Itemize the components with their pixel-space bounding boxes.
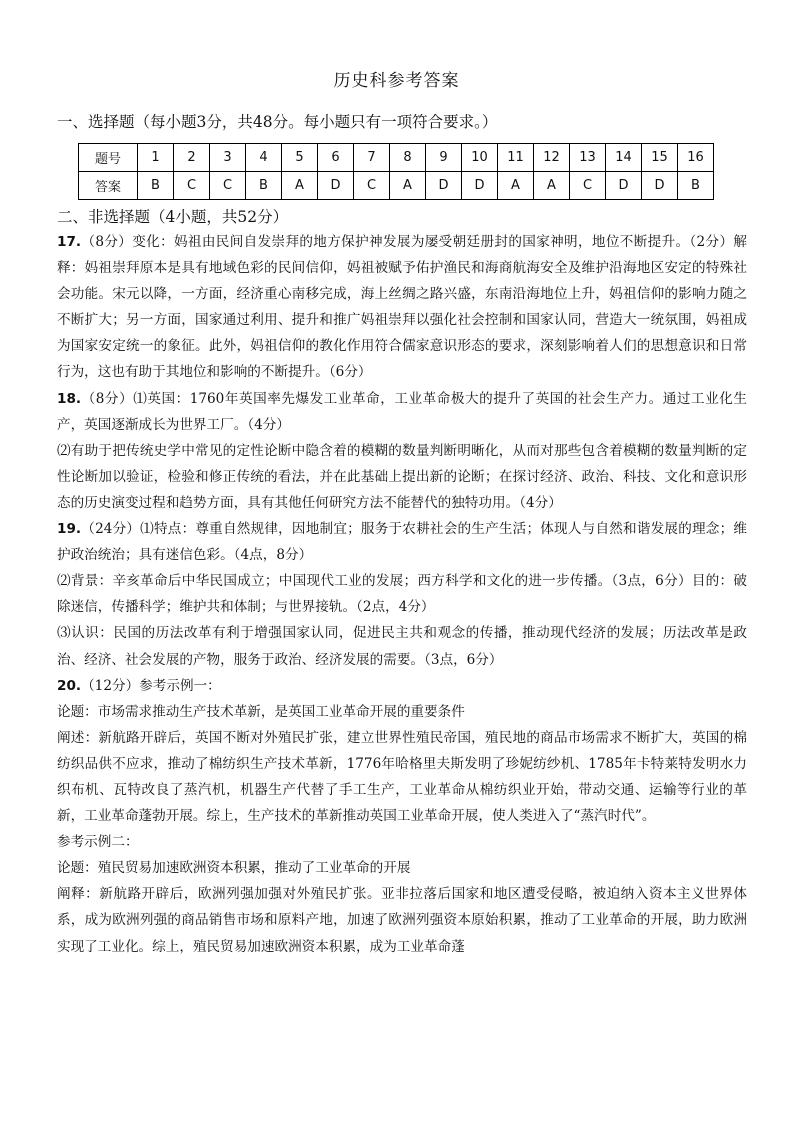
paragraph-text: 阐释：新航路开辟后，欧洲列强加强对外殖民扩张。亚非拉落后国家和地区遭受侵略，被迫纳入资本主义世界体系，成为欧洲列强的商品销售市场和原料产地，加速了欧洲列强资本原始积累，推动了工业革命的开展，助力欧洲实现了工业化。综上，殖民贸易加速欧洲资本积累，成为工业革命蓬 xyxy=(57,886,747,955)
paragraph-text: ⑵背景：辛亥革命后中华民国成立；中国现代工业的发展；西方科学和文化的进一步传播。（3点，6分）目的：破除迷信，传播科学；维护共和体制；与世界接轨。（2点，4分） xyxy=(57,573,747,616)
answer-cell: D xyxy=(318,172,354,200)
answer-cell: D xyxy=(606,172,642,200)
answer-paragraph xyxy=(57,855,747,881)
question-number-cell: 15 xyxy=(642,144,678,172)
page-title: 历史科参考答案 xyxy=(333,71,460,91)
question-number-cell: 3 xyxy=(210,144,246,172)
question-number-cell: 7 xyxy=(354,144,390,172)
section-1-heading: 一、选择题（每小题3分，共48分。每小题只有一项符合要求。） xyxy=(57,113,498,131)
question-number-cell: 1 xyxy=(138,144,174,172)
answer-paragraph xyxy=(57,438,747,516)
question-number-cell: 4 xyxy=(246,144,282,172)
answer-cell: A xyxy=(282,172,318,200)
paragraph-text: 论题：殖民贸易加速欧洲资本积累，推动了工业革命的开展 xyxy=(57,860,411,877)
question-number: 17. xyxy=(57,234,82,250)
number-row-label: 题号 xyxy=(79,144,138,172)
paragraph-text: 参考示例二： xyxy=(57,834,139,851)
question-number-cell: 8 xyxy=(390,144,426,172)
number-row xyxy=(79,144,714,172)
question-number-cell: 9 xyxy=(426,144,462,172)
paragraph-text: （24分）⑴特点：尊重自然规律，因地制宜；服务于农耕社会的生产生活；体现人与自然和谐发展的理念；维护政治统治；具有迷信色彩。（4点，8分） xyxy=(57,521,747,564)
question-number: 19. xyxy=(57,521,82,538)
question-number-cell: 10 xyxy=(462,144,498,172)
answer-row xyxy=(79,172,714,200)
answer-paragraph xyxy=(57,829,747,855)
question-number-cell: 5 xyxy=(282,144,318,172)
paragraph-text: ⑶认识：民国的历法改革有利于增强国家认同，促进民主共和观念的传播，推动现代经济的发展；历法改革是政治、经济、社会发展的产物，服务于政治、经济发展的需要。（3点，6分） xyxy=(57,625,747,668)
answer-row-label: 答案 xyxy=(79,172,138,200)
answer-cell: B xyxy=(678,172,714,200)
paragraph-text: （8分）⑴英国：1760年英国率先爆发工业革命，工业革命极大的提升了英国的社会生产力。通过工业化生产，英国逐渐成长为世界工厂。（4分） xyxy=(57,390,747,433)
answer-cell: C xyxy=(174,172,210,200)
paragraph-text: （12分）参考示例一： xyxy=(81,677,221,694)
question-number-cell: 11 xyxy=(498,144,534,172)
answer-body xyxy=(57,229,747,960)
answer-paragraph xyxy=(57,229,747,386)
answer-cell: A xyxy=(390,172,426,200)
question-number-cell: 12 xyxy=(534,144,570,172)
answer-paragraph xyxy=(57,673,747,699)
question-number-cell: 16 xyxy=(678,144,714,172)
answer-paragraph xyxy=(57,516,747,568)
answer-cell: D xyxy=(462,172,498,200)
question-number-cell: 13 xyxy=(570,144,606,172)
answer-cell: D xyxy=(642,172,678,200)
paragraph-text: 论题：市场需求推动生产技术革新，是英国工业革命开展的重要条件 xyxy=(57,703,465,720)
section-2-heading: 二、非选择题（4小题，共52分） xyxy=(57,208,289,226)
question-number: 20. xyxy=(57,677,82,694)
answer-cell: C xyxy=(354,172,390,200)
answer-paragraph xyxy=(57,699,747,725)
answer-paragraph xyxy=(57,386,747,438)
paragraph-text: 阐述：新航路开辟后，英国不断对外殖民扩张，建立世界性殖民帝国，殖民地的商品市场需求不断扩大，英国的棉纺织品供不应求，推动了棉纺织生产技术革新，1776年哈格里夫斯发明了珍妮纺纱机、1785年卡特莱特发明水力织布机、瓦特改良了蒸汽机，机器生产代替了手工生产，工业革命从棉纺织业开始，带动交通、运输等行业的革新，工业革命蓬勃开展。综上，生产技术的革新推动英国工业革命开展，使人类进入了“蒸汽时代”。 xyxy=(57,729,747,825)
question-number: 18. xyxy=(57,390,82,407)
paragraph-text: ⑵有助于把传统史学中常见的定性论断中隐含着的模糊的数量判断明晰化，从而对那些包含着模糊的数量判断的定性论断加以验证，检验和修正传统的看法，并在此基础上提出新的论断；在探讨经济、政治、科技、文化和意识形态的历史演变过程和趋势方面，具有其他任何研究方法不能替代的独特功用。（4分） xyxy=(57,442,747,511)
answer-cell: B xyxy=(138,172,174,200)
answer-paragraph xyxy=(57,620,747,672)
answer-paragraph xyxy=(57,881,747,959)
answer-paragraph xyxy=(57,725,747,829)
answer-cell: B xyxy=(246,172,282,200)
question-number-cell: 14 xyxy=(606,144,642,172)
answer-cell: C xyxy=(210,172,246,200)
answer-cell: D xyxy=(426,172,462,200)
paragraph-text: （8分）变化：妈祖由民间自发崇拜的地方保护神发展为屡受朝廷册封的国家神明，地位不断提升。（2分）解释：妈祖崇拜原本是具有地域色彩的民间信仰，妈祖被赋予佑护渔民和海商航海安全及维护沿海地区安定的特殊社会功能。宋元以降，一方面，经济重心南移完成，海上丝绸之路兴盛，东南沿海地位上升，妈祖信仰的影响力随之不断扩大；另一方面，国家通过利用、提升和推广妈祖崇拜以强化社会控制和国家认同，营造大一统氛围，妈祖成为国家安定统一的象征。此外，妈祖信仰的教化作用符合儒家意识形态的要求，深刻影响着人们的思想意识和日常行为，这也有助于其地位和影响的不断提升。（6分） xyxy=(57,234,747,381)
question-number-cell: 2 xyxy=(174,144,210,172)
answer-paragraph xyxy=(57,568,747,620)
answer-cell: A xyxy=(534,172,570,200)
answer-cell: C xyxy=(570,172,606,200)
answer-table xyxy=(78,143,714,200)
answer-cell: A xyxy=(498,172,534,200)
question-number-cell: 6 xyxy=(318,144,354,172)
